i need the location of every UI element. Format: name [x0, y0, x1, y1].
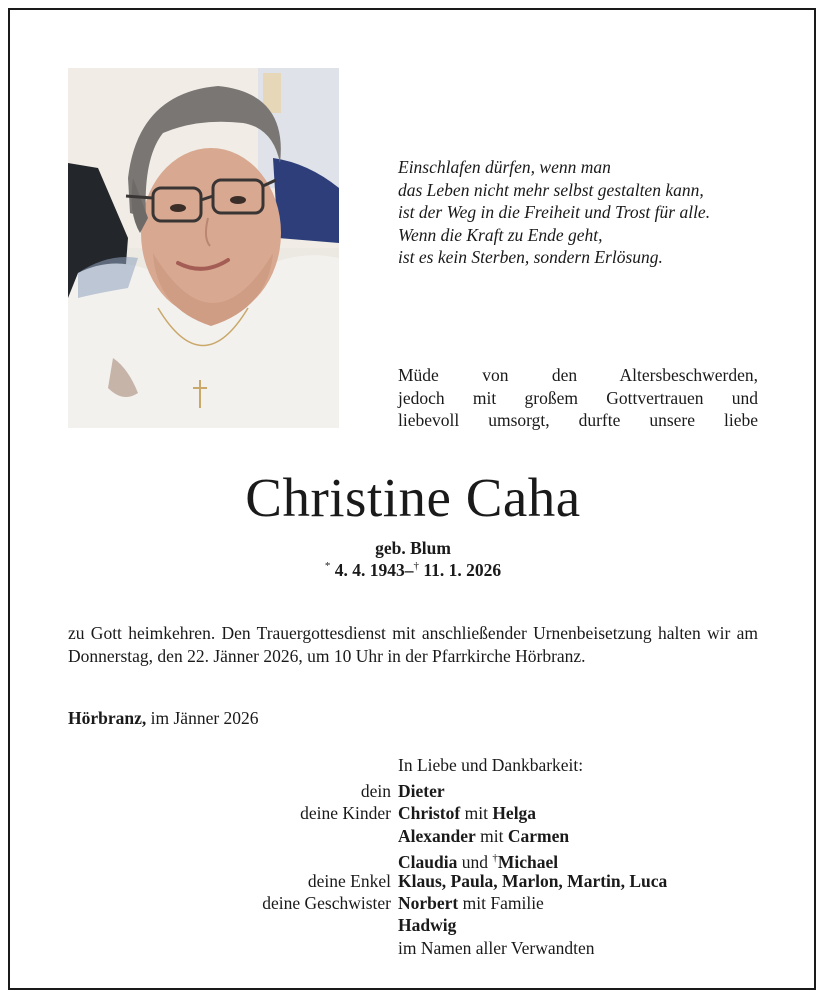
- date-dash: –: [404, 560, 414, 580]
- mourner-relation: deine Geschwister: [262, 892, 391, 913]
- thanks-line: In Liebe und Dankbarkeit:: [398, 755, 584, 775]
- mourner-row: [0, 847, 826, 872]
- maiden-name: geb. Blum: [375, 538, 451, 558]
- life-dates: [0, 560, 826, 581]
- mourner-row: [0, 870, 826, 892]
- mourner-names: [398, 914, 456, 936]
- mourner-name: Claudia: [398, 852, 458, 872]
- mourner-names: [398, 825, 569, 847]
- mourner-names: [398, 780, 445, 802]
- poem-line: Einschlafen dürfen, wenn man: [398, 157, 611, 177]
- mourner-row: [0, 780, 826, 802]
- mourner-name: Klaus, Paula, Marlon, Martin, Luca: [398, 870, 668, 891]
- mourner-names: [398, 870, 667, 892]
- intro-line: jedoch mit großem Gottvertrauen und: [398, 387, 758, 408]
- mourner-extra: mit Familie: [458, 892, 544, 913]
- poem-line: ist der Weg in die Freiheit und Trost für alle.: [398, 202, 711, 223]
- poem-line: das Leben nicht mehr selbst gestalten kann,: [398, 179, 704, 200]
- mourner-relation: deine Enkel: [307, 870, 391, 891]
- mourner-relation: dein: [360, 781, 391, 801]
- place-date-text: im Jänner 2026: [146, 708, 259, 728]
- mourner-row: [0, 937, 826, 959]
- mourner-names: [398, 802, 536, 824]
- mourner-names: [398, 892, 544, 914]
- intro-line: Müde von den Altersbeschwerden,: [398, 365, 758, 385]
- intro-text: [398, 364, 758, 432]
- mourner-conjunction: und: [457, 852, 493, 872]
- mourner-row: [0, 892, 826, 914]
- intro-line: liebevoll umsorgt, durfte unsere liebe: [398, 410, 758, 431]
- mourner-partner: Michael: [497, 852, 559, 872]
- mourners-list: [0, 780, 826, 959]
- mourner-partner: Helga: [492, 803, 537, 824]
- mourner-row: [0, 914, 826, 936]
- birth-date: 4. 4. 1943: [334, 560, 405, 580]
- place-name: Hörbranz,: [68, 708, 147, 728]
- mourner-relation: deine Kinder: [300, 803, 391, 824]
- mourner-partner: Carmen: [507, 825, 570, 846]
- poem-line: Wenn die Kraft zu Ende geht,: [398, 224, 603, 245]
- death-cross-icon: †: [413, 560, 419, 573]
- mourner-row: [0, 825, 826, 847]
- deceased-cross-icon: †: [492, 852, 498, 865]
- mourner-name: Dieter: [398, 781, 445, 801]
- mourner-name: Alexander: [398, 825, 476, 846]
- birth-star-icon: *: [324, 560, 331, 573]
- mourner-extra: im Namen aller Verwandten: [398, 937, 595, 958]
- poem-verse: [398, 156, 788, 269]
- portrait-photo: [68, 68, 339, 428]
- mourner-row: [0, 802, 826, 824]
- deceased-name: Christine Caha: [245, 467, 581, 528]
- mourner-name: Norbert: [398, 892, 459, 913]
- place-date: [68, 708, 259, 729]
- mourner-name: Christof: [398, 803, 461, 824]
- mourner-conjunction: mit: [475, 825, 508, 846]
- mourner-names: [398, 937, 594, 959]
- mourner-name: Hadwig: [398, 915, 457, 936]
- mourner-conjunction: mit: [460, 803, 493, 824]
- funeral-announcement: zu Gott heimkehren. Den Trauergottesdienst mit anschließender Urnenbeisetzung halten wir am Donnerstag, den 22. Jänner 2026, um 10 Uhr in der Pfarrkirche Hörbranz.: [68, 623, 758, 666]
- poem-line: ist es kein Sterben, sondern Erlösung.: [398, 247, 663, 268]
- death-date: 11. 1. 2026: [423, 560, 502, 580]
